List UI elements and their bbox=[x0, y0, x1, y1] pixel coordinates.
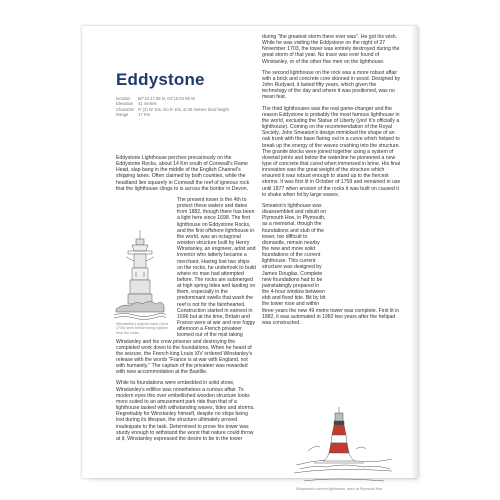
info-label: Range bbox=[116, 112, 129, 118]
info-value: 50°10.47.88 N, 04°15.53.98 W bbox=[138, 96, 195, 101]
info-label: Character bbox=[116, 106, 135, 112]
body-paragraph-text: Smeaton's lighthouse was disassembled and rebuilt on Plymouth Hoe, in Plymouth, as a memorial, though the foundations and stub of the tower, too difficult to dismantle, remain nearby the new and more solid foundations of the current lighthouse. This current structure was designed by James Douglas. Complete new foundations had to be painstakingly prepared in the 4-hour window between ebb and flood tide. Bit by bit the tower rose and within three years the new 49 metre tower was complete. First lit in 1882, it was automated in 1982 two years after the helipad was constructed. bbox=[262, 202, 400, 326]
body-paragraph-text: The present tower is the 4th to protect these waters and dates from 1882, though there has been a light here since 1698. The first lighthouse on Eddystone Rocks, and the first offshore lighthouse in the world, was an octagonal wooden structure built by Henry Winstanley, an engineer, artist and inventor who latterly became a merchant. Having lost two ships on the rocks, he undertook to build where no man had attempted before. The rocks are submerged at high spring tides and landing on them, especially in the predominant swells that wash the reef is not for the fainthearted. Construction started in earnest in 1696 but at the time, Britain and France were at war and one foggy afternoon a French privateer loomed out of the mist taking Winstanley and his crew prisoner and destroying the completed work down to the foundations. When he heard of the seizure, the French king Louis XIV ordered Winstanley's release with the words "France is at war with England, not with humanity." The captain of the privateer was rewarded with new accommodation at the Bastille. bbox=[116, 196, 256, 376]
body-paragraph bbox=[116, 197, 256, 376]
illustration-wrap-space bbox=[330, 233, 402, 303]
body-paragraph: during "the greatest storm there ever was". He got his wish. While he was visiting the Eddystone on the night of 27 November 1703, the tower was entirely destroyed during the great storm of that year. No trace was ever found of Winstanley, or of the other five men on the lighthouse. bbox=[262, 34, 400, 65]
smeaton-lighthouse-icon bbox=[294, 391, 394, 483]
info-value: Fl (2) W 10s, Iso R 10s, at 28 metres focal height bbox=[138, 106, 229, 112]
info-value: 41 metres bbox=[138, 101, 157, 107]
body-paragraph bbox=[262, 203, 402, 326]
info-table bbox=[116, 96, 286, 118]
right-column bbox=[262, 34, 402, 331]
body-paragraph: While its foundations were embedded in solid stone, Winstanley's edifice was nonetheless a curious affair. To modern eyes this over embellished wooden structure looks more suited to an amusement park ride than that of a lighthouse tasked with withstanding waves, tides and storms. Regrettably for Winstanley himself, despite no ships being lost during its lifespan, the structure ultimately proved inadequate to the task. Determined to prove his tower was sturdy enough to withstand the worst that nature could throw at it, Winstanley expressed the desire to be in the tower bbox=[116, 380, 255, 442]
info-label: Elevation bbox=[116, 101, 134, 107]
left-column bbox=[116, 155, 256, 447]
winstanley-illustration bbox=[116, 227, 174, 335]
page-edge bbox=[412, 26, 418, 478]
left-illustration-caption: Winstanley's original tower (circa 1700) seen before being toppled from the rocks bbox=[116, 321, 169, 335]
smeaton-illustration bbox=[294, 391, 394, 491]
winstanley-lighthouse-icon bbox=[114, 227, 166, 322]
document-page bbox=[82, 26, 418, 491]
body-paragraph: Eddystone Lighthouse perches precariously on the Eddystone Rocks, about 14 Km south of Cornwall's Rame Head, slap bang in the middle of the English Channel's shipping lanes. Often claimed by both counties, while the headland lies squarely in Cornwall the reef of igneous rock that the lighthouse clings to is across the border in Devon. bbox=[116, 155, 250, 192]
body-paragraph: The second lighthouse on the rock was a more robust affair with a brick and concrete core skinned in wood. Designed by John Rudyard, it lasted fifty years, which given the technology of the day and where it was positioned, was no mean feat. bbox=[262, 69, 401, 101]
info-row-range bbox=[116, 112, 286, 117]
info-label: location bbox=[116, 96, 131, 101]
body-paragraph: The third lighthouses was the real game-changer and the reason Eddystone is probably the most famous lighthouse in the world, excluding the Statue of Liberty (yes! It's officially a lighthouse). Coming on the recommendation of the Royal Society, John Smeaton's design mimicked the shape of an oak trunk with the base flaring out in a curve which helped to break up the energy of the waves crashing into the structure. The granite blocks were joined together using a system of dovetail joints and below the waterline he pioneered a new type of concrete that cured when immersed in brine. His final innovation was the great weight of the structure which ensured it was robust enough to stand up to the fiercest storms. It was first lit in October of 1759 and remained in use until 1877 when erosion of the rocks it was built on caused it to shake when hit by large waves. bbox=[262, 105, 401, 198]
page-title: Eddystone bbox=[116, 70, 205, 89]
info-value: 17 Km bbox=[138, 112, 151, 118]
right-illustration-caption: Eddystone's current lighthouse, seen at Plymouth Hoe bbox=[296, 487, 383, 491]
